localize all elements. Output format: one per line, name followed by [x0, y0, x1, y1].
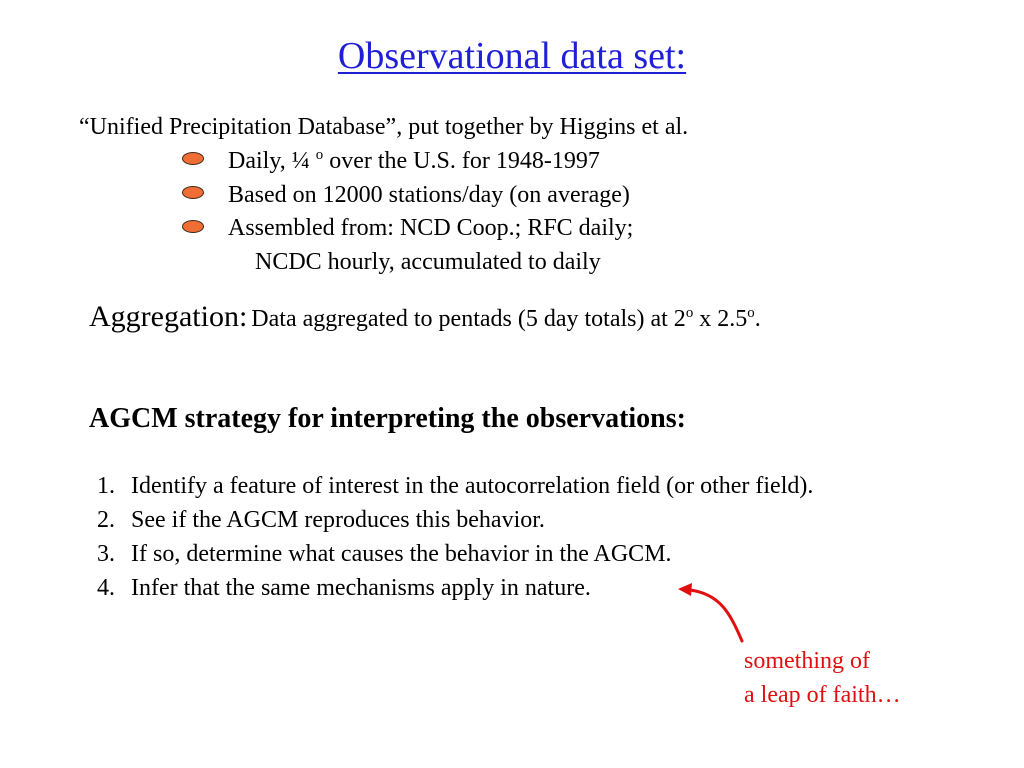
strategy-step-2 — [97, 506, 545, 534]
step-number: 4. — [97, 575, 115, 601]
aggregation-label: Aggregation: — [89, 300, 248, 333]
bullet-icon — [182, 220, 204, 233]
dataset-bullet-2: Based on 12000 stations/day (on average) — [228, 182, 630, 208]
dataset-bullet-3: Assembled from: NCD Coop.; RFC daily; — [228, 215, 634, 241]
curved-arrow-icon — [670, 578, 760, 648]
step-text: See if the AGCM reproduces this behavior. — [131, 507, 545, 533]
strategy-step-3 — [97, 540, 672, 568]
bullet-1-text-a: Daily, ¼ — [228, 148, 316, 174]
dataset-intro: “Unified Precipitation Database”, put together by Higgins et al. — [79, 114, 689, 140]
aggregation-degree-2: o — [747, 305, 755, 321]
step-text: If so, determine what causes the behavior in the AGCM. — [131, 541, 672, 567]
step-number: 1. — [97, 473, 115, 499]
step-number: 2. — [97, 507, 115, 533]
dataset-bullet-3-continuation: NCDC hourly, accumulated to daily — [255, 249, 601, 275]
bullet-icon — [182, 186, 204, 199]
step-text: Infer that the same mechanisms apply in nature. — [131, 575, 591, 601]
annotation-line-2: a leap of faith… — [744, 682, 901, 708]
aggregation-degree-1: o — [685, 305, 694, 321]
aggregation-text-b: x 2.5 — [693, 306, 748, 332]
strategy-heading: AGCM strategy for interpreting the observations: — [89, 403, 686, 434]
step-number: 3. — [97, 541, 115, 567]
step-text: Identify a feature of interest in the autocorrelation field (or other field). — [131, 473, 814, 499]
strategy-step-1 — [97, 472, 813, 500]
bullet-1-degree: o — [315, 147, 324, 163]
dataset-bullet-1 — [228, 147, 600, 175]
slide-title: Observational data set: — [337, 35, 687, 77]
aggregation-line — [89, 300, 761, 334]
annotation-line-1: something of — [744, 648, 870, 674]
strategy-step-4 — [97, 574, 591, 602]
aggregation-text — [251, 306, 760, 332]
bullet-icon — [182, 152, 204, 165]
aggregation-text-c: . — [754, 306, 761, 332]
bullet-1-text-b: over the U.S. for 1948-1997 — [323, 148, 600, 174]
aggregation-text-a: Data aggregated to pentads (5 day totals) at 2 — [251, 306, 686, 332]
